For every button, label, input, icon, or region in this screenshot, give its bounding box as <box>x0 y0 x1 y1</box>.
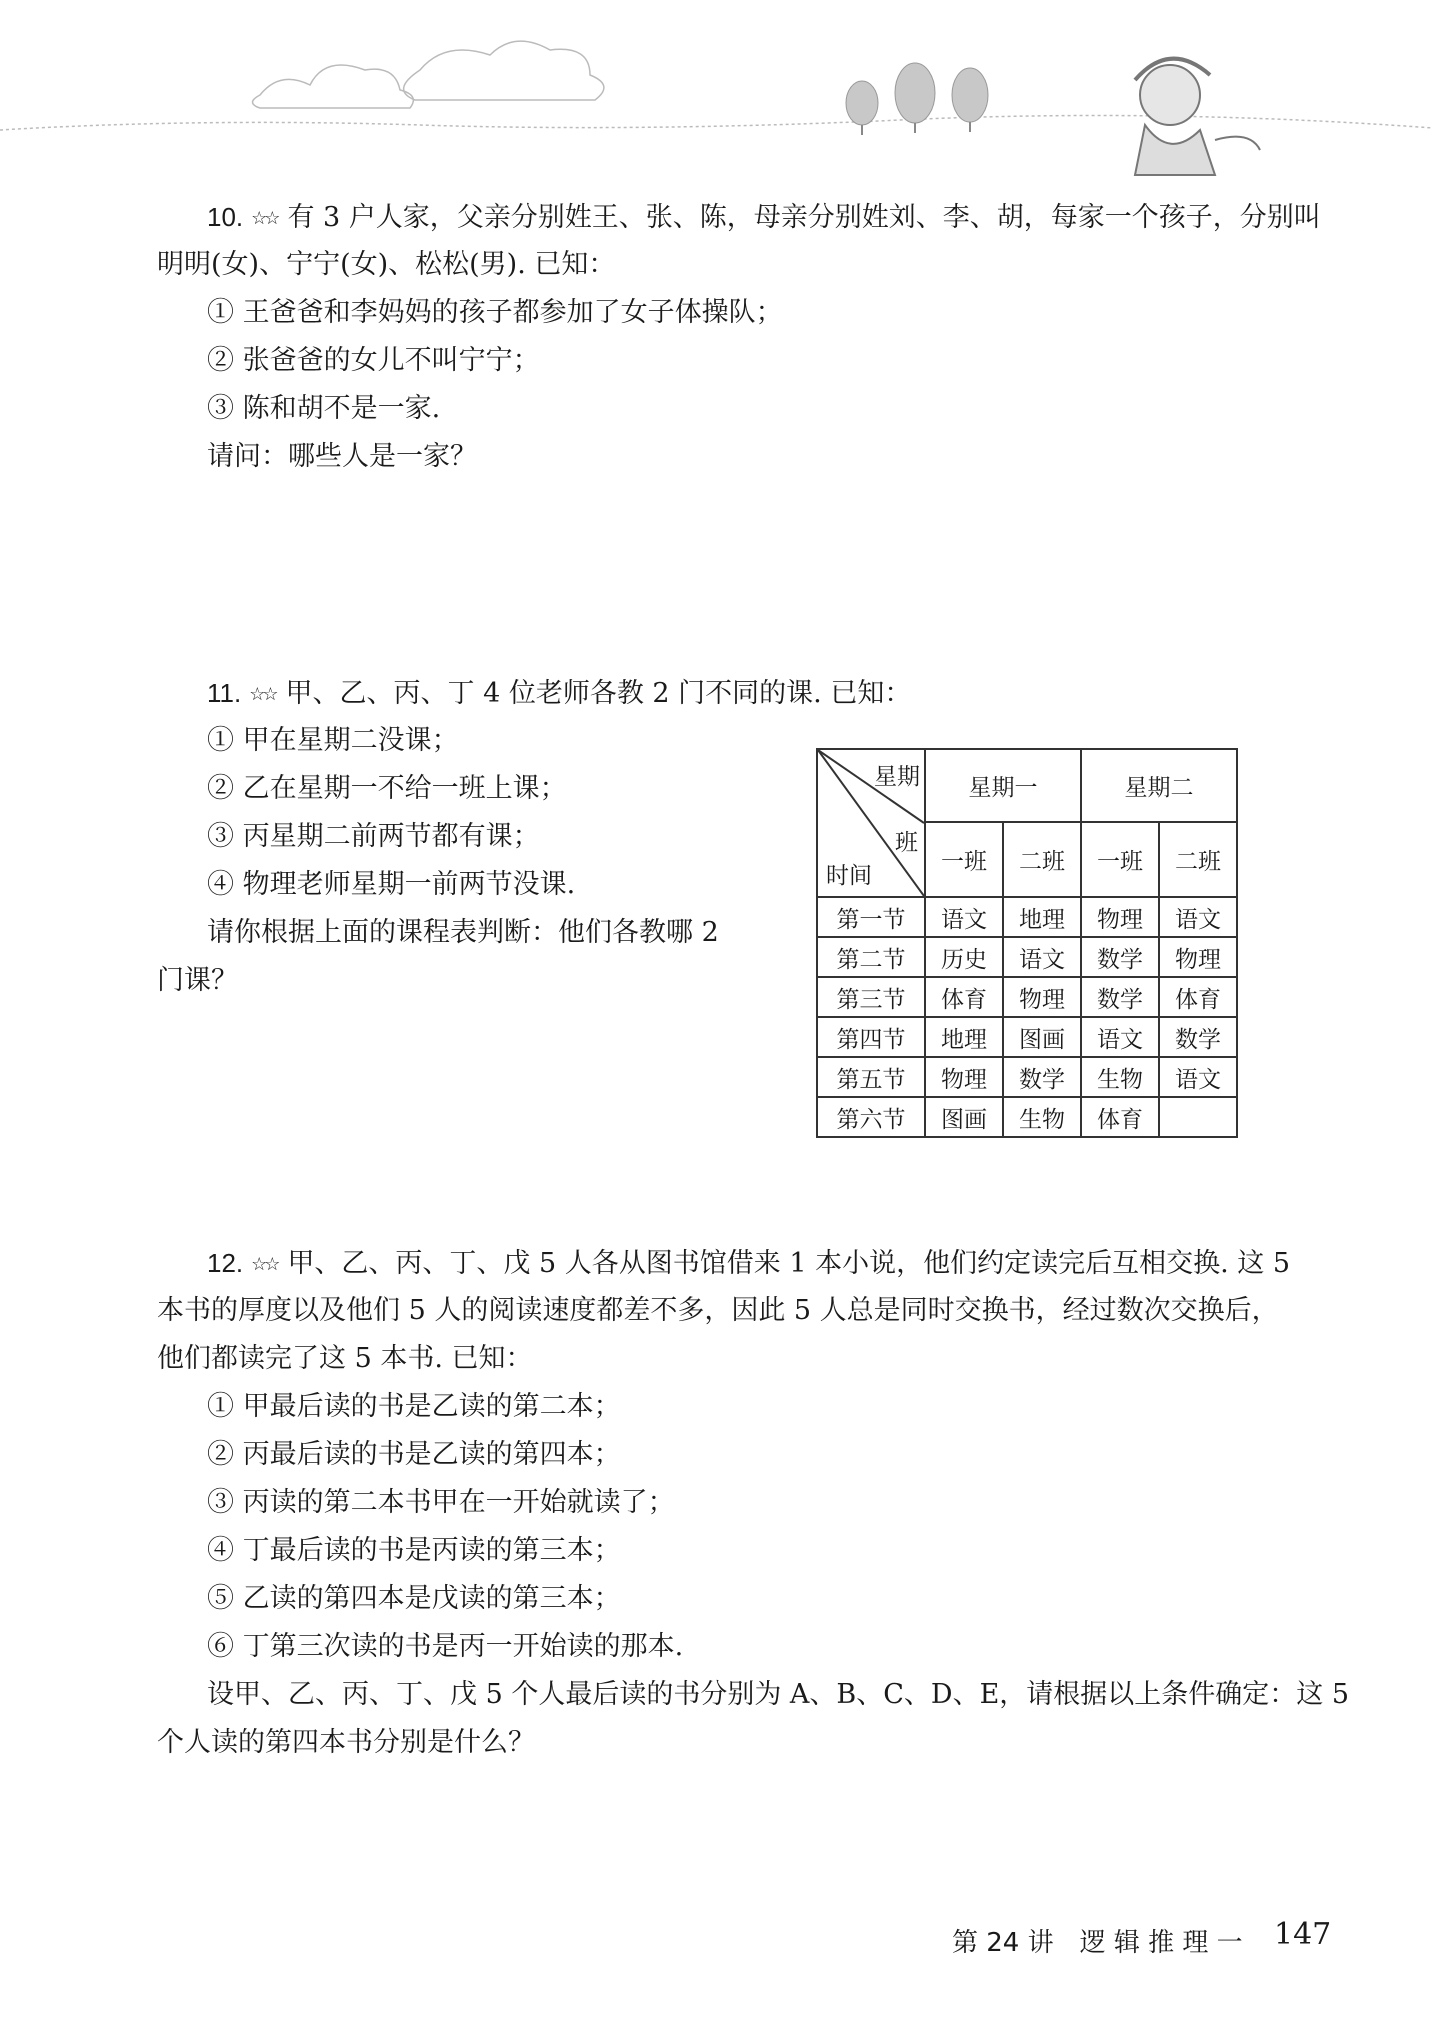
corner-label-week: 星期 <box>874 764 920 790</box>
lecture-title: 第 24 讲 逻 辑 推 理 一 <box>952 1928 1243 1958</box>
q11-question-cont: 门课？ <box>157 965 238 996</box>
table-cell: 数学 <box>1159 1017 1237 1057</box>
q10-line1 <box>207 198 1321 238</box>
table-header-class: 二班 <box>1003 822 1081 897</box>
q12-number: 12. <box>207 1248 244 1278</box>
table-header-day: 星期一 <box>925 749 1081 822</box>
schedule-table <box>816 748 1238 1138</box>
q12-final-question-cont: 个人读的第四本书分别是什么？ <box>157 1727 535 1758</box>
q10-text: 有 3 户人家，父亲分别姓王、张、陈，母亲分别姓刘、李、胡，每家一个孩子，分别叫 <box>287 202 1321 233</box>
table-cell: 数学 <box>1081 937 1159 977</box>
corner-label-class: 班 <box>895 830 918 856</box>
q12-text: 甲、乙、丙、丁、戊 5 人各从图书馆借来 1 本小说，他们约定读完后互相交换. 这 5 <box>287 1248 1291 1279</box>
page-number: 147 <box>1274 1917 1332 1952</box>
q12-line2: 本书的厚度以及他们 5 人的阅读速度都差不多，因此 5 人总是同时交换书，经过数次交换后， <box>157 1295 1279 1326</box>
table-corner-cell <box>817 749 925 897</box>
table-cell: 历史 <box>925 937 1003 977</box>
q12-condition: ② 丙最后读的书是乙读的第四本； <box>207 1439 621 1470</box>
table-cell: 物理 <box>1081 897 1159 937</box>
table-cell: 图画 <box>925 1097 1003 1137</box>
q10-line2: 明明(女)、宁宁(女)、松松(男). 已知： <box>157 249 616 280</box>
table-cell: 物理 <box>925 1057 1003 1097</box>
table-cell: 生物 <box>1081 1057 1159 1097</box>
q12-condition: ⑤ 乙读的第四本是戊读的第三本； <box>207 1583 621 1614</box>
table-cell: 语文 <box>1159 1057 1237 1097</box>
table-cell: 语文 <box>925 897 1003 937</box>
table-header-class: 二班 <box>1159 822 1237 897</box>
q12-condition: ③ 丙读的第二本书甲在一开始就读了； <box>207 1487 675 1518</box>
table-row <box>817 1017 1237 1057</box>
q11-condition: ② 乙在星期一不给一班上课； <box>207 773 567 804</box>
table-cell: 语文 <box>1081 1017 1159 1057</box>
q11-text: 甲、乙、丙、丁 4 位老师各教 2 门不同的课. 已知： <box>285 678 912 709</box>
table-row <box>817 1057 1237 1097</box>
q11-condition: ① 甲在星期二没课； <box>207 725 459 756</box>
q11-condition: ③ 丙星期二前两节都有课； <box>207 821 540 852</box>
table-row <box>817 897 1237 937</box>
table-row <box>817 1097 1237 1137</box>
q10-condition: ② 张爸爸的女儿不叫宁宁； <box>207 345 540 376</box>
q10-number: 10. <box>207 202 244 232</box>
table-period: 第五节 <box>817 1057 925 1097</box>
table-cell: 体育 <box>1081 1097 1159 1137</box>
q12-final-question: 设甲、乙、丙、丁、戊 5 个人最后读的书分别为 A、B、C、D、E，请根据以上条件确定：这 5 <box>207 1679 1350 1710</box>
table-cell: 物理 <box>1159 937 1237 977</box>
q11-question: 请你根据上面的课程表判断：他们各教哪 2 <box>207 917 719 948</box>
q10-question: 请问：哪些人是一家？ <box>207 441 477 472</box>
q12-line1 <box>207 1244 1290 1284</box>
table-cell: 地理 <box>925 1017 1003 1057</box>
cartoon-character-icon <box>1135 59 1260 175</box>
q10-condition: ③ 陈和胡不是一家. <box>207 393 441 424</box>
q12-condition: ⑥ 丁第三次读的书是丙一开始读的那本. <box>207 1631 684 1662</box>
table-cell: 图画 <box>1003 1017 1081 1057</box>
q11-number: 11. <box>207 678 242 708</box>
table-period: 第六节 <box>817 1097 925 1137</box>
q10-condition: ① 王爸爸和李妈妈的孩子都参加了女子体操队； <box>207 297 783 328</box>
q11-line1 <box>207 674 911 714</box>
q12-condition: ④ 丁最后读的书是丙读的第三本； <box>207 1535 621 1566</box>
table-cell: 数学 <box>1081 977 1159 1017</box>
difficulty-stars-icon: ☆☆ <box>251 208 278 229</box>
table-row <box>817 977 1237 1017</box>
table-header-class: 一班 <box>925 822 1003 897</box>
table-header-day: 星期二 <box>1081 749 1237 822</box>
table-period: 第三节 <box>817 977 925 1017</box>
table-cell: 体育 <box>925 977 1003 1017</box>
table-row <box>817 937 1237 977</box>
q11-condition: ④ 物理老师星期一前两节没课. <box>207 869 576 900</box>
table-cell: 地理 <box>1003 897 1081 937</box>
table-cell: 体育 <box>1159 977 1237 1017</box>
table-cell: 语文 <box>1159 897 1237 937</box>
table-cell: 物理 <box>1003 977 1081 1017</box>
table-period: 第四节 <box>817 1017 925 1057</box>
difficulty-stars-icon: ☆☆ <box>251 1254 278 1275</box>
difficulty-stars-icon: ☆☆ <box>249 684 276 705</box>
table-cell: 语文 <box>1003 937 1081 977</box>
corner-label-time: 时间 <box>826 863 872 889</box>
table-header-class: 一班 <box>1081 822 1159 897</box>
table-period: 第二节 <box>817 937 925 977</box>
table-cell: 生物 <box>1003 1097 1081 1137</box>
schedule-table-wrap <box>816 748 1238 1138</box>
table-cell: 数学 <box>1003 1057 1081 1097</box>
q12-condition: ① 甲最后读的书是乙读的第二本； <box>207 1391 621 1422</box>
table-cell <box>1159 1097 1237 1137</box>
header-illustration <box>0 0 1433 200</box>
q12-line3: 他们都读完了这 5 本书. 已知： <box>157 1343 533 1374</box>
table-period: 第一节 <box>817 897 925 937</box>
